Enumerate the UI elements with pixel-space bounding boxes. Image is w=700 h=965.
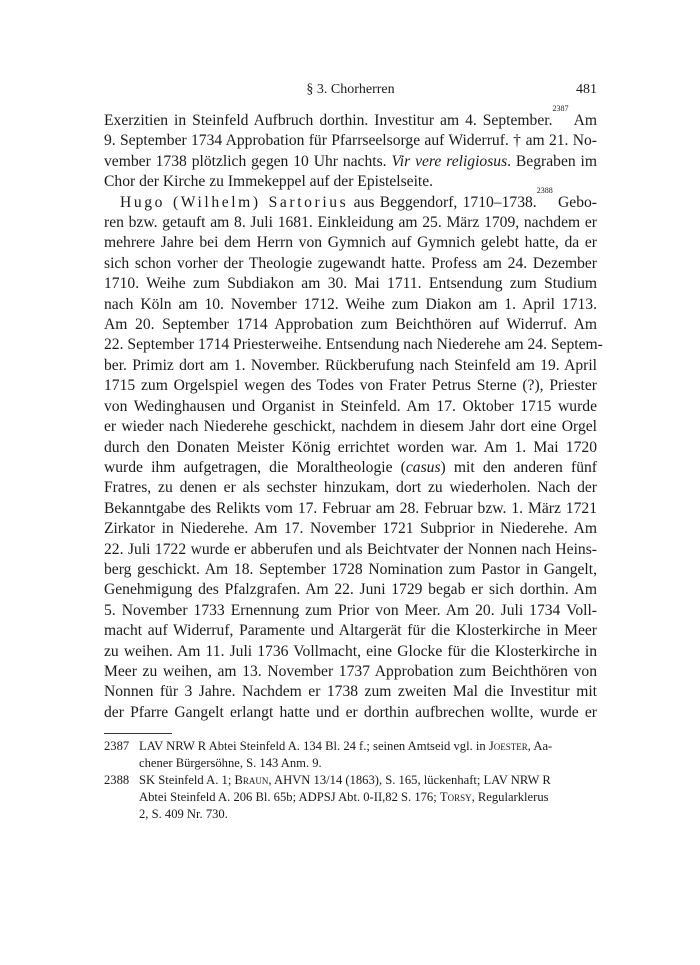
- author-name: Joester: [488, 739, 528, 753]
- page-number: 481: [576, 82, 597, 97]
- footnotes: [104, 738, 597, 823]
- footnote-number: 2388: [104, 773, 130, 787]
- author-name: Torsy: [439, 790, 472, 804]
- footnote-divider: [104, 733, 172, 734]
- footnote-ref-2388[interactable]: 2388: [536, 185, 553, 195]
- footnote-2388: 2388 SK Steinfeld A. 1; Braun, AHVN 13/14 (1863), S. 165, lückenhaft; LAV NRW R Abtei Steinfeld A. 206 Bl. 65b; ADPSJ Abt. 0-II,82 S. 176; Torsy, Regularklerus 2, S. 409 Nr. 730.: [104, 773, 551, 821]
- paragraph-2: Hugo (Wilhelm) Sartorius aus Beggendorf, 1710–1738.$^{2388}$ Gebo- ren bzw. getauft am 8. Juli 1681. Einkleidung am 25. März 1709, nachdem er mehrere Jahre bei dem Herrn von Gymnich auf Gymnich gelebt hatte, da er sich schon vorher der Theologie zugewandt hatte. Profess am 24. Dezember 1710. Weihe zum Subdiakon am 30. Mai 1711. Entsendung zum Studium nach Köln am 10. November 1712. Weihe zum Diakon am 1. April 1713. Am 20. September 1714 Approbation zum Beichthören auf Widerruf. Am 22. September 1714 Priesterweihe. Entsendung nach Niederehe am 24. Septem- ber. Primiz dort am 1. November. Rückberufung nach Steinfeld am 19. April 1715 zum Orgelspiel wegen des Todes von Frater Petrus Sterne (?), Priester von Wedinghausen und Organist in Steinfeld. Am 17. Oktober 1715 wurde er wieder nach Niederehe geschickt, nachdem in diesem Jahr dort eine Orgel durch den Donaten Meister König errichtet worden war. Am 1. Mai 1720 wurde ihm aufgetragen, die Moraltheologie (casus) mit den anderen fünf Fratres, zu denen er als sechster hinzukam, dort zu wiederholen. Nach der Bekanntgabe des Relikts vom 17. Februar am 28. Februar bzw. 1. März 1721 Zirkator in Niederehe. Am 17. November 1721 Subprior in Niederehe. Am 22. Juli 1722 wurde er abberufen und als Beichtvater der Nonnen nach Heins- berg geschickt. Am 18. September 1728 Nomination zum Pastor in Gangelt, Genehmigung des Pfalzgrafen. Am 22. Juni 1729 begab er sich dorthin. Am 5. November 1733 Ernennung zum Prior von Meer. Am 20. Juli 1734 Voll- macht auf Widerruf, Paramente und Altargerät für die Klosterkirche in Meer zu weihen. Am 11. Juli 1736 Vollmacht, eine Glocke für die Klosterkirche in Meer zu weihen, am 13. November 1737 Approbation zum Beichthören von Nonnen für 3 Jahre. Nachdem er 1738 zum zweiten Mal die Investitur mit der Pfarre Gangelt erlangt hatte und er dorthin aufbrechen wollte, wurde er: [104, 185, 603, 721]
- person-name: Hugo (Wilhelm) Sartorius: [120, 193, 349, 211]
- footnote-ref-2387[interactable]: 2387: [552, 104, 569, 113]
- footnote-number: 2387: [104, 739, 130, 753]
- italic-phrase: Vir vere religiosus: [391, 152, 508, 170]
- author-name: Braun: [234, 773, 269, 787]
- paragraph-1: Exerzitien in Steinfeld Aufbruch dorthin. Investitur am 4. September.$^{2387}$ Am 9. September 1734 Approbation für Pfarrseelsorge auf Widerruf. † am 21. No- vember 1738 plötzlich gegen 10 Uhr nachts. Vir vere religiosus. Begraben im Chor der Kirche zu Immekeppel auf der Epistelseite.: [104, 104, 597, 191]
- main-text: [104, 104, 603, 723]
- running-title: § 3. Chorherren: [306, 82, 395, 97]
- footnote-2387: 2387 LAV NRW R Abtei Steinfeld A. 134 Bl. 24 f.; seinen Amtseid vgl. in Joester, Aa- chener Bürgersöhne, S. 143 Anm. 9.: [104, 739, 553, 770]
- running-head: [104, 82, 597, 102]
